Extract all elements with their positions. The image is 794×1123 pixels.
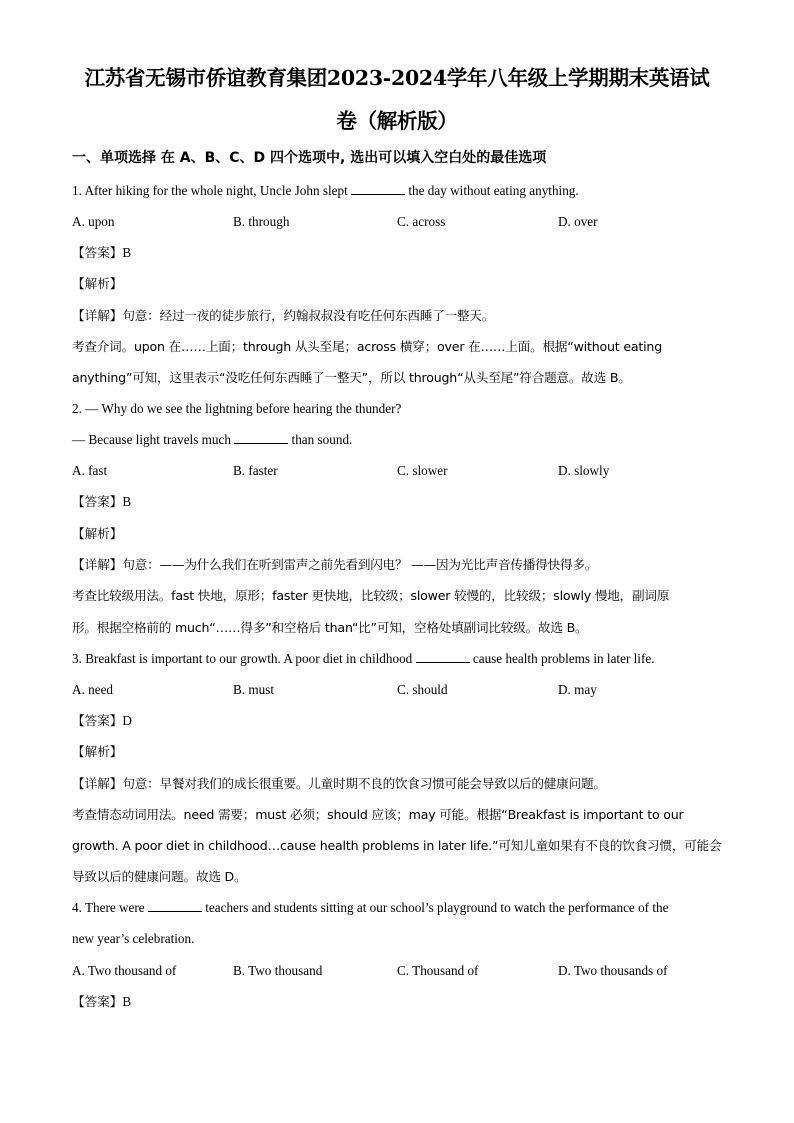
section-heading: 一、单项选择 在 A、B、C、D 四个选项中, 选出可以填入空白处的最佳选项 xyxy=(72,150,547,166)
question-3-detail-line-4: 导致以后的健康问题。故选 D。 xyxy=(72,869,247,884)
question-stem-before-blank: 3. Breakfast is important to our growth. A poor diet in childhood xyxy=(72,651,413,666)
question-3-option-b: B. must xyxy=(233,682,275,697)
question-4-stem-line-1 xyxy=(72,898,668,918)
detail-text: 句意：——为什么我们在听到雷声之前先看到闪电？ ——因为光比声音传播得快得多。 xyxy=(122,557,598,572)
question-4-stem-line-2: new year’s celebration. xyxy=(72,931,195,946)
question-1-detail-line-3: anything”可知，这里表示“没吃任何东西睡了一整天”，所以 through“从头至尾”符合题意。故选 B。 xyxy=(72,370,631,385)
question-stem-after-blank: cause health problems in later life. xyxy=(472,651,655,666)
question-2-detail-line-1 xyxy=(72,555,597,575)
detail-tag: 【详解】 xyxy=(72,308,123,323)
question-1-stem xyxy=(72,181,579,201)
question-3-detail-line-3: growth. A poor diet in childhood…cause health problems in later life.”可知儿童如果有不良的饮食习惯，可能会 xyxy=(72,838,722,853)
question-stem-before-blank: — Because light travels much xyxy=(72,432,231,447)
detail-tag: 【详解】 xyxy=(72,776,123,791)
question-1-option-b: B. through xyxy=(233,214,290,229)
question-4-option-c: C. Thousand of xyxy=(397,963,479,978)
answer-blank xyxy=(148,899,202,912)
question-2-option-c: C. slower xyxy=(397,463,448,478)
answer-blank xyxy=(234,431,288,444)
answer-tag: 【答案】 xyxy=(72,994,123,1009)
question-1-answer xyxy=(72,243,131,263)
question-2-option-d: D. slowly xyxy=(558,463,610,478)
question-1-option-d: D. over xyxy=(558,214,598,229)
question-stem-after-blank: the day without eating anything. xyxy=(408,183,579,198)
question-2-option-a: A. fast xyxy=(72,463,108,478)
question-2-stem-line-1: 2. — Why do we see the lightning before hearing the thunder? xyxy=(72,401,402,416)
detail-text: 句意：经过一夜的徒步旅行，约翰叔叔没有吃任何东西睡了一整天。 xyxy=(122,308,495,323)
question-2-stem-line-2 xyxy=(72,430,352,450)
answer-blank xyxy=(416,650,470,663)
question-2-detail-line-2: 考查比较级用法。fast 快地，原形；faster 更快地，比较级；slower 较慢的，比较级；slowly 慢地，副词原 xyxy=(72,588,670,603)
question-4-answer xyxy=(72,992,131,1012)
question-1-option-c: C. across xyxy=(397,214,446,229)
question-2-answer xyxy=(72,492,131,512)
question-3-detail-line-1 xyxy=(72,774,606,794)
question-3-detail-line-2: 考查情态动词用法。need 需要；must 必须；should 应该；may 可能。根据“Breakfast is important to our xyxy=(72,807,684,822)
question-2-analysis-tag: 【解析】 xyxy=(72,526,123,541)
detail-text: 句意：早餐对我们的成长很重要。儿童时期不良的饮食习惯可能会导致以后的健康问题。 xyxy=(122,776,606,791)
answer-value: B xyxy=(122,245,132,260)
answer-tag: 【答案】 xyxy=(72,713,123,728)
answer-value: D xyxy=(122,713,132,728)
question-4-option-d: D. Two thousands of xyxy=(558,963,668,978)
question-3-answer xyxy=(72,711,132,731)
question-3-option-c: C. should xyxy=(397,682,448,697)
question-stem-before-blank: 4. There were xyxy=(72,900,145,915)
question-stem-after-blank: teachers and students sitting at our school’s playground to watch the performance of the xyxy=(205,900,669,915)
answer-blank xyxy=(351,182,405,195)
answer-value: B xyxy=(122,994,132,1009)
question-3-analysis-tag: 【解析】 xyxy=(72,744,123,759)
question-2-option-b: B. faster xyxy=(233,463,278,478)
question-stem-before-blank: 1. After hiking for the whole night, Uncle John slept xyxy=(72,183,348,198)
question-1-option-a: A. upon xyxy=(72,214,115,229)
detail-tag: 【详解】 xyxy=(72,557,123,572)
answer-tag: 【答案】 xyxy=(72,245,123,260)
question-3-option-d: D. may xyxy=(558,682,597,697)
answer-tag: 【答案】 xyxy=(72,494,123,509)
question-3-stem xyxy=(72,649,655,669)
question-1-detail-line-1 xyxy=(72,306,494,326)
question-3-option-a: A. need xyxy=(72,682,114,697)
document-title-line-2: 卷（解析版） xyxy=(336,109,458,133)
question-1-detail-line-2: 考查介词。upon 在……上面；through 从头至尾；across 横穿；over 在……上面。根据“without eating xyxy=(72,339,662,354)
question-4-option-b: B. Two thousand xyxy=(233,963,323,978)
question-stem-after-blank: than sound. xyxy=(291,432,353,447)
question-2-detail-line-3: 形。根据空格前的 much“……得多”和空格后 than“比”可知，空格处填副词比较级。故选 B。 xyxy=(72,620,588,635)
document-title-line-1: 江苏省无锡市侨谊教育集团2023-2024学年八年级上学期期末英语试 xyxy=(84,66,710,90)
answer-value: B xyxy=(122,494,132,509)
question-4-option-a: A. Two thousand of xyxy=(72,963,177,978)
question-1-analysis-tag: 【解析】 xyxy=(72,276,123,291)
